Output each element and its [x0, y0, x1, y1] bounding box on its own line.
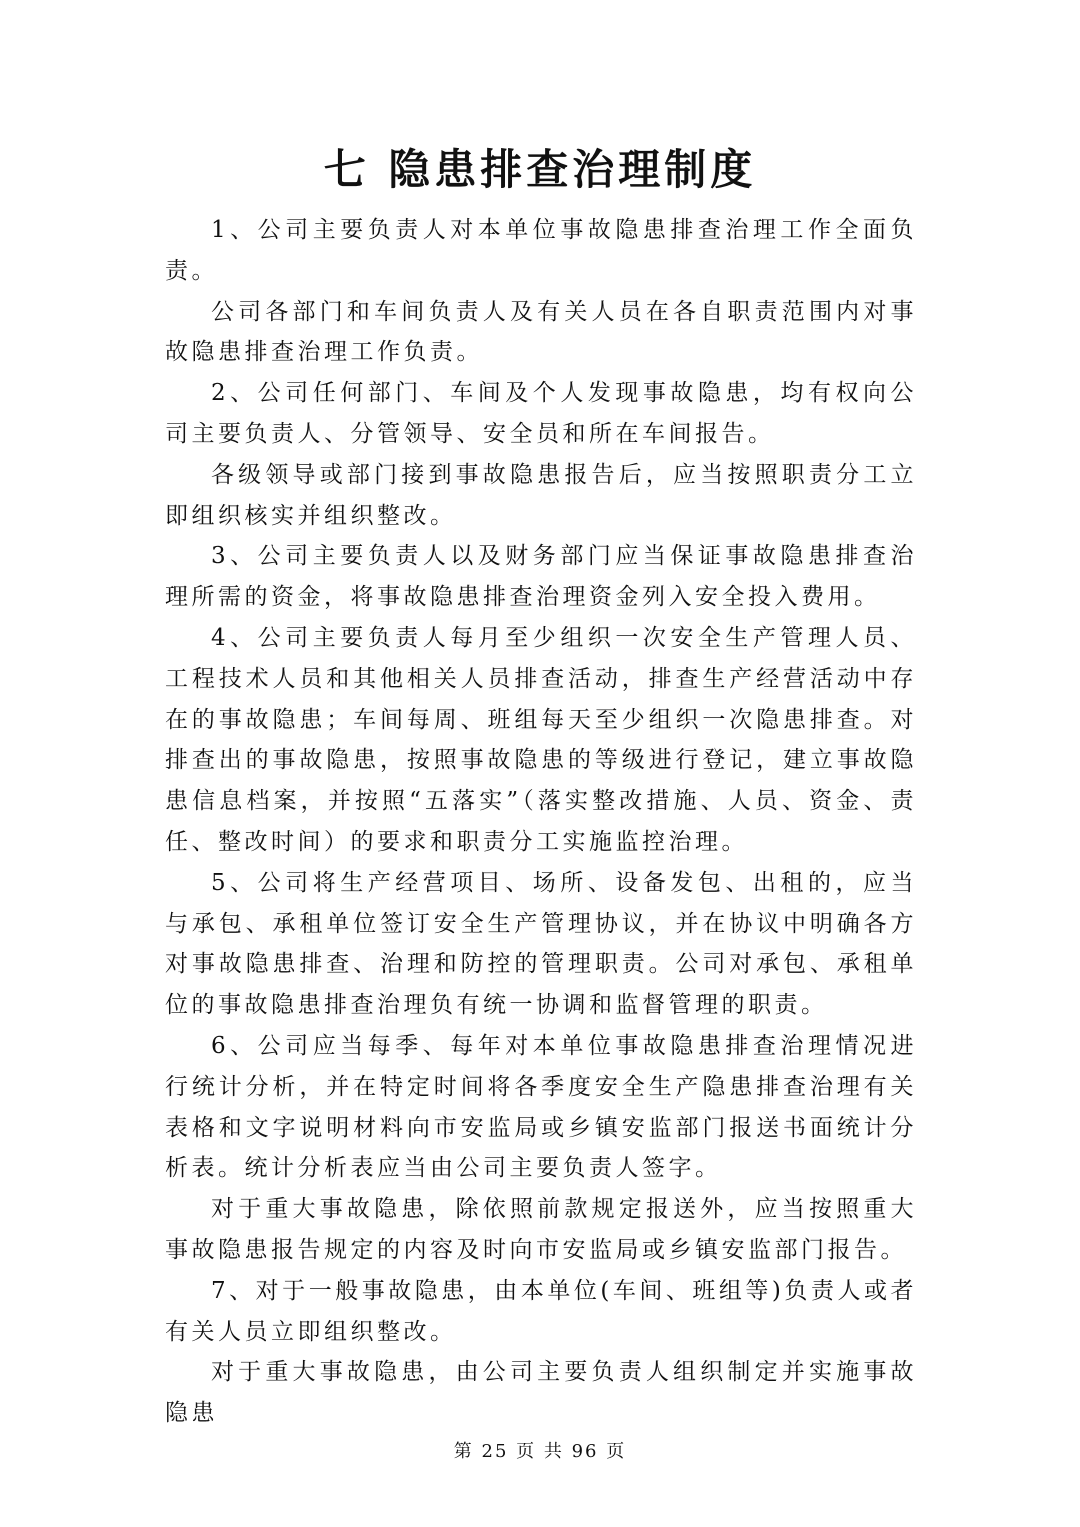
paragraph-2: 公司各部门和车间负责人及有关人员在各自职责范围内对事故隐患排查治理工作负责。 — [165, 298, 917, 366]
paragraph-3: 2、公司任何部门、车间及个人发现事故隐患，均有权向公司主要负责人、分管领导、安全员和所在车间报告。 — [165, 380, 917, 447]
paragraph-1: 1、公司主要负责人对本单位事故隐患排查治理工作全面负责。 — [165, 217, 917, 284]
paragraph-10: 7、对于一般事故隐患，由本单位(车间、班组等)负责人或者有关人员立即组织整改。 — [165, 1277, 917, 1345]
paragraph-6: 4、公司主要负责人每月至少组织一次安全生产管理人员、工程技术人员和其他相关人员排查活动，排查生产经营活动中存在的事故隐患；车间每周、班组每天至少组织一次隐患排查。对排查出的事故隐患，按照事故隐患的等级进行登记，建立事故隐患信息档案，并按照“五落实”（落实整改措施、人员、资金、责任、整改时间）的要求和职责分工实施监控治理。 — [165, 624, 917, 855]
document-body — [165, 210, 917, 1434]
paragraph-7: 5、公司将生产经营项目、场所、设备发包、出租的，应当与承包、承租单位签订安全生产管理协议，并在协议中明确各方对事故隐患排查、治理和防控的管理职责。公司对承包、承租单位的事故隐患排查治理负有统一协调和监督管理的职责。 — [165, 869, 917, 1019]
paragraph-5: 3、公司主要负责人以及财务部门应当保证事故隐患排查治理所需的资金，将事故隐患排查治理资金列入安全投入费用。 — [165, 543, 917, 611]
paragraph-8: 6、公司应当每季、每年对本单位事故隐患排查治理情况进行统计分析，并在特定时间将各季度安全生产隐患排查治理有关表格和文字说明材料向市安监局或乡镇安监部门报送书面统计分析表。统计分析表应当由公司主要负责人签字。 — [165, 1032, 917, 1182]
page-number-footer: 第 25 页 共 96 页 — [453, 1441, 627, 1462]
paragraph-11: 对于重大事故隐患，由公司主要负责人组织制定并实施事故隐患 — [165, 1359, 917, 1427]
document-title: 七 隐患排查治理制度 — [323, 145, 757, 194]
paragraph-9: 对于重大事故隐患，除依照前款规定报送外，应当按照重大事故隐患报告规定的内容及时向市安监局或乡镇安监部门报告。 — [165, 1196, 917, 1263]
paragraph-4: 各级领导或部门接到事故隐患报告后，应当按照职责分工立即组织核实并组织整改。 — [165, 461, 917, 529]
